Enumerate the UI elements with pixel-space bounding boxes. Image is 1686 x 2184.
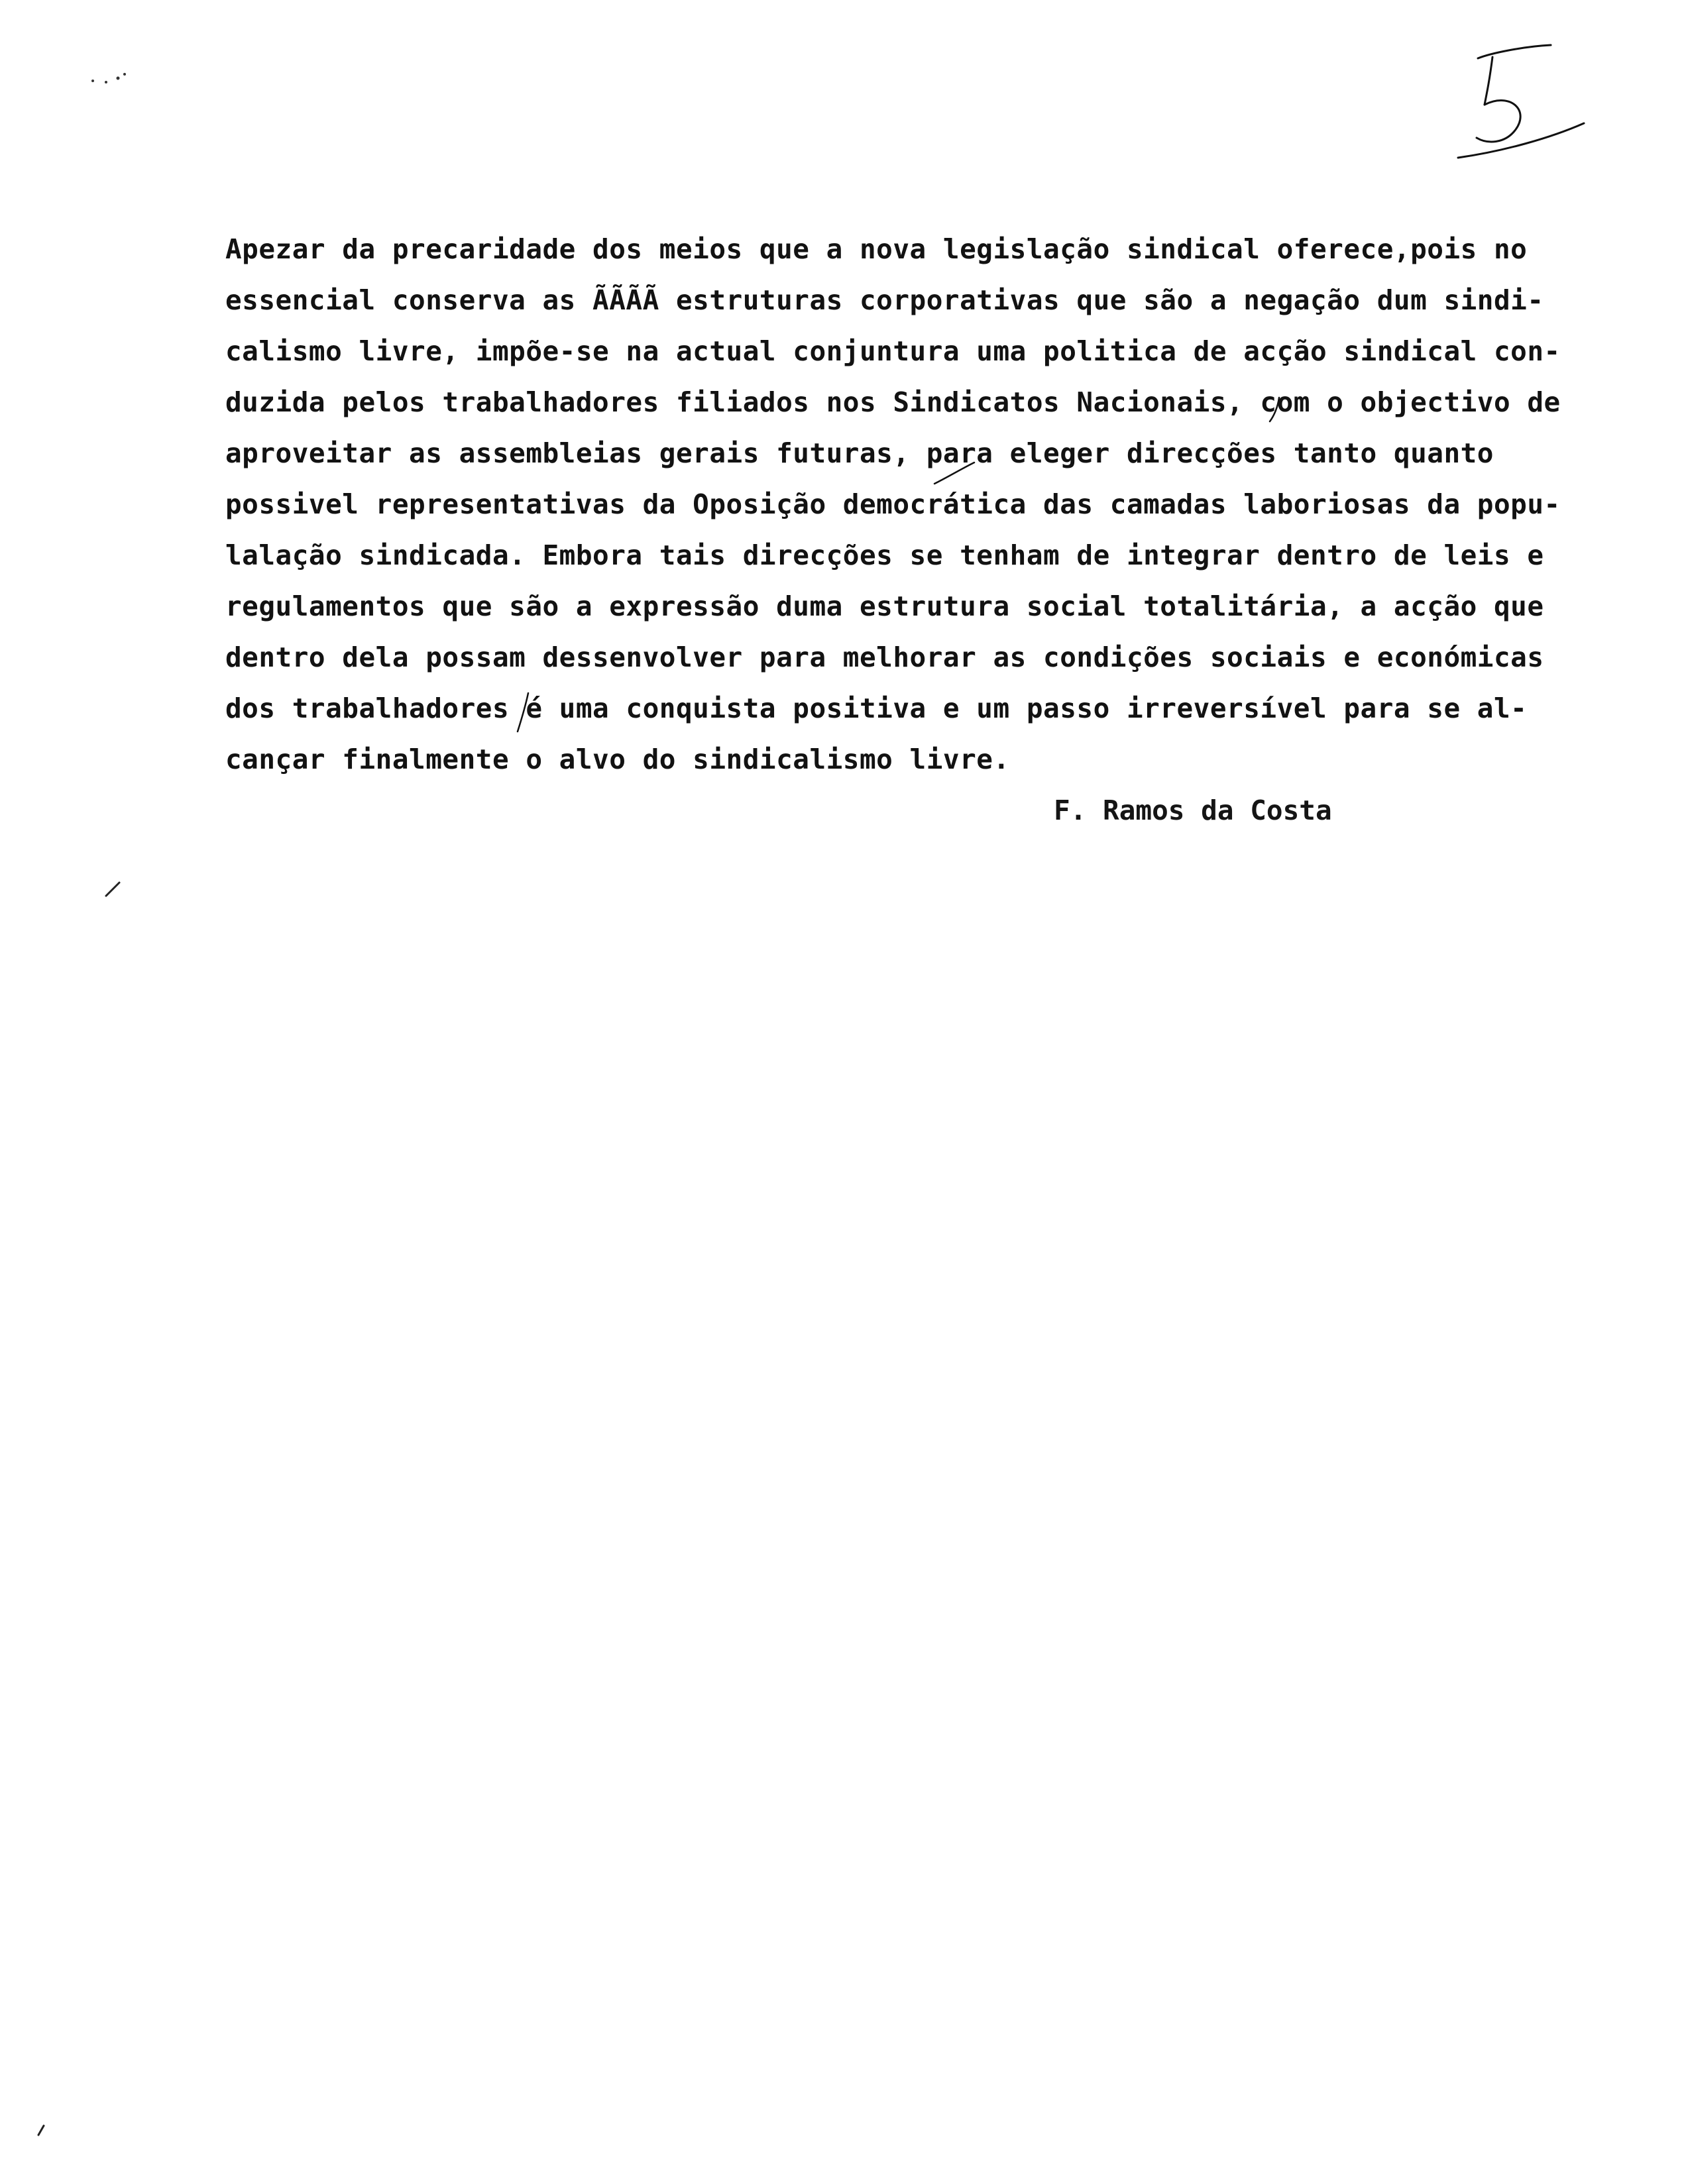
body-line: calismo livre, impõe-se na actual conjuntura uma politica de acção sindical con- [225, 335, 1561, 367]
body-line: essencial conserva as ÃÃÃÃ estruturas corporativas que são a negação dum sindi- [225, 284, 1544, 316]
handwritten-correction-mark [514, 689, 534, 736]
bottom-corner-speck [33, 2120, 53, 2140]
body-line: dentro dela possam dessenvolver para melhorar as condições sociais e económicas [225, 641, 1544, 673]
body-line: aproveitar as assembleias gerais futuras, para eleger direcções tanto quanto [225, 437, 1494, 469]
body-line: duzida pelos trabalhadores filiados nos Sindicatos Nacionais, com o objectivo de [225, 386, 1561, 418]
document-body [225, 224, 1604, 785]
body-line: regulamentos que são a expressão duma estrutura social totalitária, a acção que [225, 590, 1544, 622]
body-line: cançar finalmente o alvo do sindicalismo livre. [225, 743, 1010, 775]
body-line: dos trabalhadores é uma conquista positiva e um passo irreversível para se al- [225, 692, 1528, 724]
handwritten-correction-mark [928, 457, 981, 490]
signature: F. Ramos da Costa [1054, 794, 1332, 826]
body-line: possivel representativas da Oposição democrática das camadas laboriosas da popu- [225, 488, 1561, 520]
handwritten-correction-mark [1266, 391, 1286, 424]
body-line: lalação sindicada. Embora tais direcções se tenham de integrar dentro de leis e [225, 539, 1544, 571]
corner-speck-mark [86, 66, 139, 93]
margin-tick-mark [99, 875, 126, 901]
handwritten-page-number [1451, 38, 1597, 171]
body-line: Apezar da precaridade dos meios que a nova legislação sindical oferece,pois no [225, 233, 1528, 265]
